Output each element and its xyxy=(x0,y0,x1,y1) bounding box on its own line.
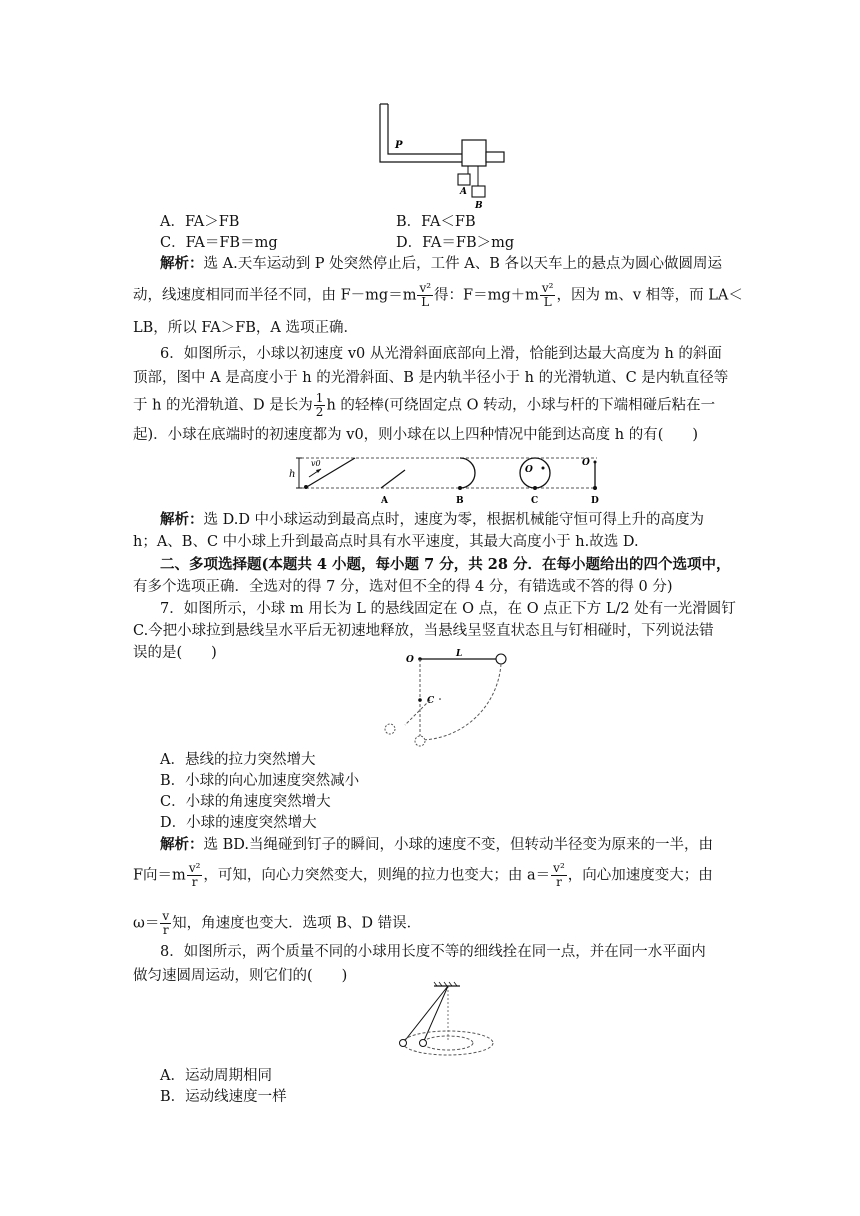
q6-analysis-label: 解析： xyxy=(160,511,204,528)
q7-stem-line3: 误的是( ) xyxy=(133,645,217,661)
q5-option-d: D．FA＝FB＞mg xyxy=(396,235,515,251)
pendulum-label-l: L xyxy=(456,649,463,659)
case-c-label-o: O xyxy=(525,465,533,475)
section-2-heading-line2: 有多个选项正确．全选对的得 7 分，选对但不全的得 4 分，有错选或不答的得 0 分) xyxy=(133,579,673,595)
case-label-b: B xyxy=(456,496,464,506)
fraction-one-half: $\frac{1}{2}$ xyxy=(315,391,324,419)
case-d-label-o: O xyxy=(582,458,590,468)
q5-option-c: C．FA＝FB＝mg xyxy=(160,235,278,251)
q7-analysis-label: 解析： xyxy=(160,836,204,853)
q8-stem-line2: 做匀速圆周运动，则它们的( ) xyxy=(133,968,348,984)
crane-figure xyxy=(370,100,510,210)
crane-label-p: P xyxy=(395,140,403,151)
q7-stem-line2: C.今把小球拉到悬线呈水平后无初速地释放，当悬线呈竖直状态且与钉相碰时，下列说法错 xyxy=(133,623,714,639)
q7-option-d: D．小球的速度突然增大 xyxy=(160,815,317,831)
pendulum-label-c: C xyxy=(427,696,435,706)
velocity-label-v0: v0 xyxy=(311,459,321,468)
q7-analysis-line2: F向＝m $\frac{\text{v²}}{r}$ ，可知，向心力突然变大，则绳的拉力也变大；由 a＝ $\frac{\text{v²}}{r}$ ，向心加速度变大；由 xyxy=(133,861,713,889)
q8-option-b: B．运动线速度一样 xyxy=(160,1089,287,1105)
fraction-v2-over-l: $\frac{\text{v²}}{L}$ xyxy=(419,281,432,309)
pendulum-swing-ball xyxy=(378,718,408,742)
fraction-v-over-r: $\frac{v}{r}$ xyxy=(162,909,170,937)
q6-analysis-line1: 解析：选 D.D 中小球运动到最高点时，速度为零，根据机械能守恒可得上升的高度为 xyxy=(160,511,705,528)
q5-option-a: A．FA＞FB xyxy=(160,214,240,230)
q7-option-c: C．小球的角速度突然增大 xyxy=(160,794,331,810)
q7-option-b: B．小球的向心加速度突然减小 xyxy=(160,773,360,789)
pendulum-label-o: O xyxy=(406,655,414,665)
crane-label-b: B xyxy=(475,201,483,210)
case-label-c: C xyxy=(531,496,539,506)
section-2-heading-line1: 二、多项选择题(本题共 4 小题，每小题 7 分，共 28 分．在每小题给出的四个选项中， xyxy=(160,556,731,573)
case-label-d: D xyxy=(591,496,599,506)
fraction-v2-over-r: $\frac{\text{v²}}{r}$ xyxy=(553,861,565,889)
q6-stem-line1: 6．如图所示，小球以初速度 v0 从光滑斜面底部向上滑，恰能到达最大高度为 h 的斜面 xyxy=(160,346,722,362)
q5-option-b: B．FA＜FB xyxy=(396,214,476,230)
q6-stem-line4: 起)．小球在底端时的初速度都为 v0，则小球在以上四种情况中能到达高度 h 的有( ) xyxy=(133,427,699,443)
q5-analysis-line2: 动，线速度相同而半径不同，由 F－mg＝m $\frac{\text{v²}}{L}$ 得：F＝mg＋m $\frac{\text{v²}}{L}$ ，因为 m、v 相等，而 LA＜ xyxy=(133,281,743,309)
q8-option-a: A．运动周期相同 xyxy=(160,1068,272,1084)
q6-stem-line3: 于 h 的光滑轨道、D 是长为 $\frac{1}{2}$ h 的轻棒(可绕固定点 O 转动，小球与杆的下端相碰后粘在一 xyxy=(133,391,716,419)
q7-option-a: A．悬线的拉力突然增大 xyxy=(160,752,316,768)
four-cases-figure xyxy=(285,452,610,508)
fraction-v2-over-r: $\frac{\text{v²}}{r}$ xyxy=(188,861,201,889)
q8-stem-line1: 8．如图所示，两个质量不同的小球用长度不等的细线拴在同一点，并在同一水平面内 xyxy=(160,944,706,960)
q7-analysis-line3: ω＝ $\frac{v}{r}$ 知，角速度也变大．选项 B、D 错误． xyxy=(133,909,422,937)
conical-pendulum-figure xyxy=(390,980,500,1060)
fraction-v2-over-l: $\frac{\text{v²}}{L}$ xyxy=(541,281,554,309)
q5-analysis-label: 解析： xyxy=(160,255,204,272)
q5-analysis-line3: LB，所以 FA＞FB，A 选项正确． xyxy=(133,320,358,336)
case-label-a: A xyxy=(381,496,388,506)
q7-stem-line1: 7．如图所示，小球 m 用长为 L 的悬线固定在 O 点，在 O 点正下方 L/2 处有一光滑圆钉 xyxy=(160,601,736,617)
q5-analysis-line1: 解析：选 A.天车运动到 P 处突然停止后，工件 A、B 各以天车上的悬点为圆心做圆周运 xyxy=(160,255,723,272)
pendulum-figure xyxy=(400,648,520,748)
q6-stem-line2: 顶部，图中 A 是高度小于 h 的光滑斜面、B 是内轨半径小于 h 的光滑轨道、C 是内轨直径等 xyxy=(133,370,729,386)
height-label-h: h xyxy=(289,469,296,480)
crane-label-a: A xyxy=(460,187,467,197)
q7-analysis-line1: 解析：选 BD.当绳碰到钉子的瞬间，小球的速度不变，但转动半径变为原来的一半，由 xyxy=(160,836,713,853)
q6-analysis-line2: h；A、B、C 中小球上升到最高点时具有水平速度，其最大高度小于 h.故选 D. xyxy=(133,534,639,550)
